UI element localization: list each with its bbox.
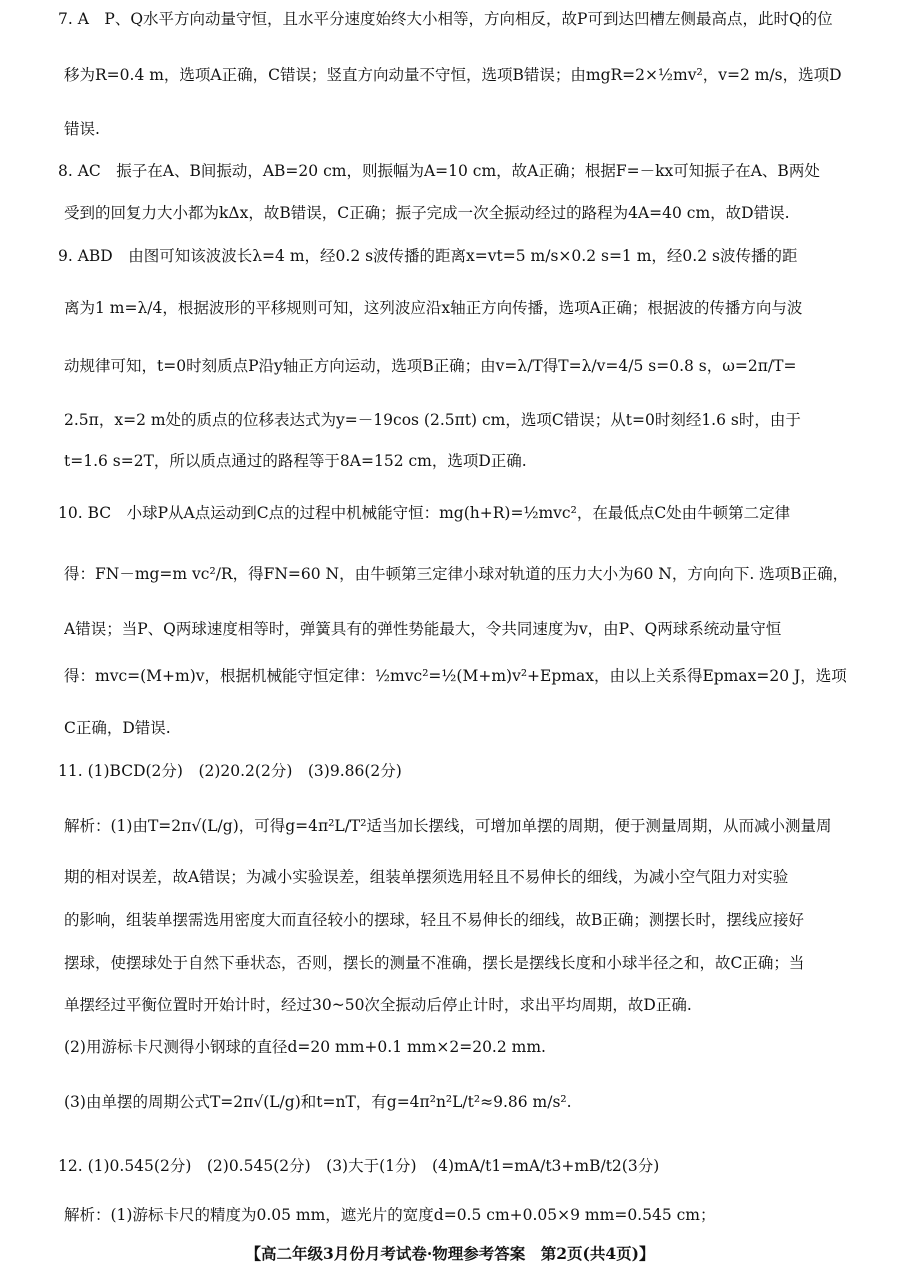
q7-line-3: 错误. (64, 120, 100, 138)
q9-line-3: 动规律可知，t=0时刻质点P沿y轴正方向运动，选项B正确；由v=λ/T得T=λ/v=4/5 s=0.8 s，ω=2π/T= (64, 357, 797, 375)
q10-line-5: C正确，D错误. (64, 719, 171, 737)
q8-line-2: 受到的回复力大小都为kΔx，故B错误，C正确；振子完成一次全振动经过的路程为4A=40 cm，故D错误. (64, 204, 790, 222)
q12-line-1: 12. (1)0.545(2分) (2)0.545(2分) (3)大于(1分) (4)mA/t1=mA/t3+mB/t2(3分) (58, 1157, 660, 1175)
q8-line-1: 8. AC 振子在A、B间振动，AB=20 cm，则振幅为A=10 cm，故A正确；根据F=－kx可知振子在A、B两处 (58, 162, 820, 180)
q7-line-1: 7. A P、Q水平方向动量守恒，且水平分速度始终大小相等，方向相反，故P可到达凹槽左侧最高点，此时Q的位 (58, 10, 833, 28)
q7-line-2: 移为R=0.4 m，选项A正确，C错误；竖直方向动量不守恒，选项B错误；由mgR=2×½mv²，v=2 m/s，选项D (64, 66, 842, 84)
q9-line-5: t=1.6 s=2T，所以质点通过的路程等于8A=152 cm，选项D正确. (64, 452, 527, 470)
q10-line-1: 10. BC 小球P从A点运动到C点的过程中机械能守恒：mg(h+R)=½mvc²，在最低点C处由牛顿第二定律 (58, 504, 791, 522)
q11-line-4: 的影响，组装单摆需选用密度大而直径较小的摆球，轻且不易伸长的细线，故B正确；测摆长时，摆线应接好 (64, 911, 804, 929)
q11-line-8: (3)由单摆的周期公式T=2π√(L/g)和t=nT，有g=4π²n²L/t²≈9.86 m/s². (64, 1093, 572, 1111)
q9-line-2: 离为1 m=λ/4，根据波形的平移规则可知，这列波应沿x轴正方向传播，选项A正确；根据波的传播方向与波 (64, 299, 803, 317)
q11-line-2: 解析：(1)由T=2π√(L/g)，可得g=4π²L/T²适当加长摆线，可增加单摆的周期，便于测量周期，从而减小测量周 (64, 817, 832, 835)
q12-line-2: 解析：(1)游标卡尺的精度为0.05 mm，遮光片的宽度d=0.5 cm+0.05×9 mm=0.545 cm； (64, 1206, 716, 1224)
q11-line-3: 期的相对误差，故A错误；为减小实验误差，组装单摆须选用轻且不易伸长的细线，为减小空气阻力对实验 (64, 868, 789, 886)
q9-line-4: 2.5π，x=2 m处的质点的位移表达式为y=－19cos (2.5πt) cm，选项C错误；从t=0时刻经1.6 s时，由于 (64, 411, 801, 429)
q11-line-5: 摆球，使摆球处于自然下垂状态，否则，摆长的测量不准确，摆长是摆线长度和小球半径之和，故C正确；当 (64, 954, 805, 972)
q11-line-7: (2)用游标卡尺测得小钢球的直径d=20 mm+0.1 mm×2=20.2 mm. (64, 1038, 546, 1056)
q10-line-2: 得：FN－mg=m vc²/R，得FN=60 N，由牛顿第三定律小球对轨道的压力大小为60 N，方向向下. 选项B正确， (64, 565, 849, 583)
q11-line-1: 11. (1)BCD(2分) (2)20.2(2分) (3)9.86(2分) (58, 762, 402, 780)
q11-line-6: 单摆经过平衡位置时开始计时，经过30~50次全振动后停止计时，求出平均周期，故D正确. (64, 996, 692, 1014)
q10-line-3: A错误；当P、Q两球速度相等时，弹簧具有的弹性势能最大，令共同速度为v，由P、Q两球系统动量守恒 (64, 620, 782, 638)
q10-line-4: 得：mvc=(M+m)v，根据机械能守恒定律：½mvc²=½(M+m)v²+Epmax，由以上关系得Epmax=20 J，选项 (64, 667, 847, 685)
q9-line-1: 9. ABD 由图可知该波波长λ=4 m，经0.2 s波传播的距离x=vt=5 m/s×0.2 s=1 m，经0.2 s波传播的距 (58, 247, 798, 265)
page-footer: 【高二年级3月份月考试卷·物理参考答案 第2页(共4页)】 (245, 1244, 655, 1263)
